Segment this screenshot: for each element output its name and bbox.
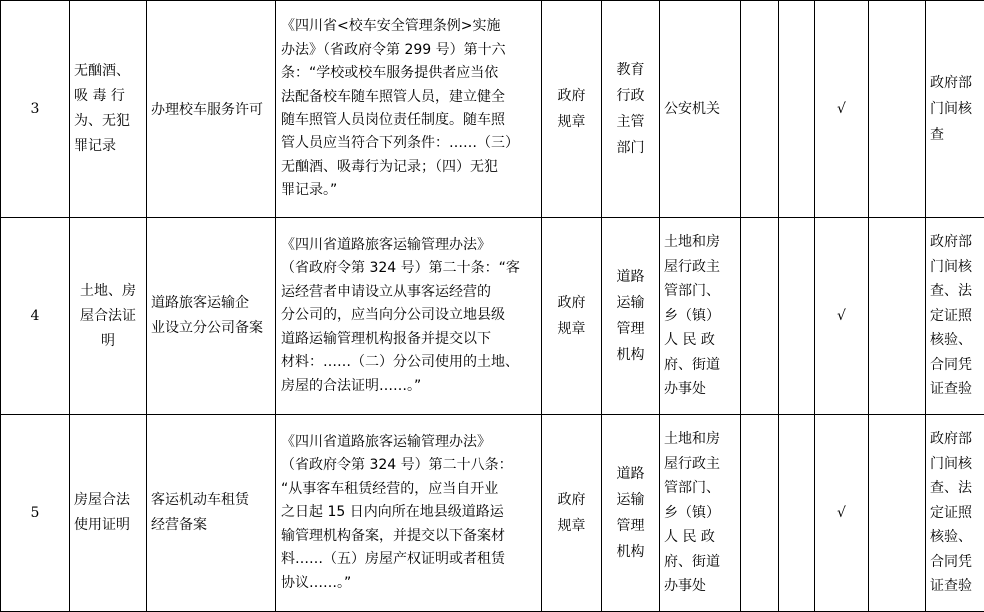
legal-basis: 《四川省道路旅客运输管理办法》 （省政府令第 324 号）第二十八条： “从事客车租赁经营的，应当自开业 之日起 15 日内向所在地县级道路运 输管理机构备案，并提交以下备案材 料……（五）房屋产权证明或者租赁 协议……。” (276, 415, 542, 612)
blank-cell (741, 1, 779, 218)
material-name: 房屋合法 使用证明 (70, 415, 147, 612)
legal-basis: 《四川省道路旅客运输管理办法》 （省政府令第 324 号）第二十条：“客 运经营者申请设立从事客运经营的 分公司的，应当向分公司设立地县级 道路运输管理机构报备并提交以下 材料：……（二）分公司使用的土地、 房屋的合法证明……。” (276, 218, 542, 415)
row-number: 3 (1, 1, 70, 218)
basis-level: 政府 规章 (542, 415, 602, 612)
table-row (1, 1, 984, 218)
blank-cell (779, 415, 815, 612)
row-number: 5 (1, 415, 70, 612)
industry-department: 教育 行政 主管 部门 (602, 1, 660, 218)
blank-cell (869, 415, 926, 612)
basis-level: 政府 规章 (542, 218, 602, 415)
verification-method: 政府部 门间核 查、法 定证照 核验、 合同凭 证查验 (926, 415, 984, 612)
material-name: 土地、房 屋合法证 明 (70, 218, 147, 415)
verification-method: 政府部 门间核 查、法 定证照 核验、 合同凭 证查验 (926, 218, 984, 415)
matter-name: 客运机动车租赁 经营备案 (147, 415, 276, 612)
blank-cell (869, 218, 926, 415)
table-row (1, 415, 984, 612)
blank-cell (869, 1, 926, 218)
industry-department: 道路 运输 管理 机构 (602, 415, 660, 612)
basis-level: 政府 规章 (542, 1, 602, 218)
legal-basis: 《四川省<校车安全管理条例>实施 办法》（省政府令第 299 号）第十六 条：“学校或校车服务提供者应当依 法配备校车随车照管人员，建立健全 随车照管人员岗位责任制度。随车照 管人员应当符合下列条件：……（三） 无酗酒、吸毒行为记录；（四）无犯 罪记录。” (276, 1, 542, 218)
check-mark: √ (815, 218, 869, 415)
issuing-department: 土地和房 屋行政主 管部门、 乡（镇） 人 民 政 府、街道 办事处 (660, 415, 741, 612)
matter-name: 办理校车服务许可 (147, 1, 276, 218)
material-name: 无酗酒、 吸 毒 行 为、无犯 罪记录 (70, 1, 147, 218)
check-mark: √ (815, 415, 869, 612)
issuing-department: 公安机关 (660, 1, 741, 218)
blank-cell (741, 415, 779, 612)
check-mark: √ (815, 1, 869, 218)
matter-name: 道路旅客运输企 业设立分公司备案 (147, 218, 276, 415)
issuing-department: 土地和房 屋行政主 管部门、 乡（镇） 人 民 政 府、街道 办事处 (660, 218, 741, 415)
industry-department: 道路 运输 管理 机构 (602, 218, 660, 415)
blank-cell (741, 218, 779, 415)
table-row (1, 218, 984, 415)
blank-cell (779, 218, 815, 415)
blank-cell (779, 1, 815, 218)
row-number: 4 (1, 218, 70, 415)
verification-method: 政府部 门间核 查 (926, 1, 984, 218)
